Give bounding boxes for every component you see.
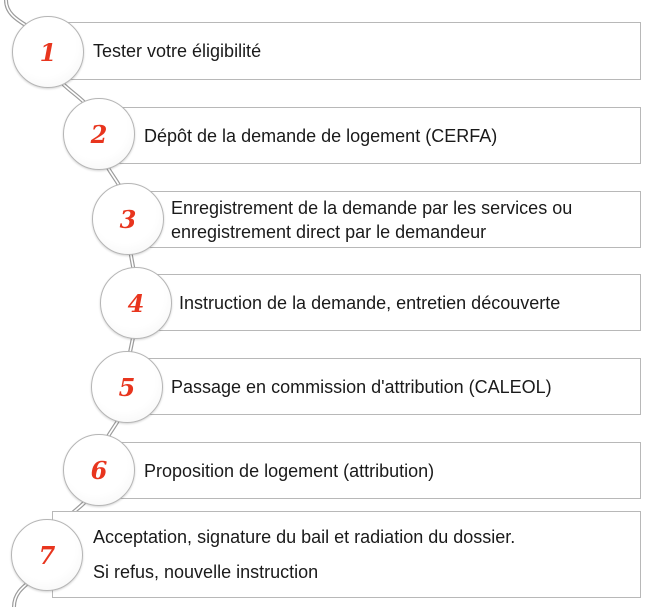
- step-6-box: [100, 442, 641, 499]
- step-1-box: [52, 22, 641, 80]
- step-7-circle: [11, 519, 83, 591]
- step-3-text-line-1: Enregistrement de la demande par les services ou: [171, 197, 573, 218]
- step-5-number: 5: [118, 372, 136, 402]
- step-5-text: Passage en commission d'attribution (CALEOL): [171, 376, 552, 397]
- step-2-text: Dépôt de la demande de logement (CERFA): [144, 125, 498, 146]
- step-7-text-line-1: Acceptation, signature du bail et radiation du dossier.: [93, 526, 516, 547]
- step-4-box: [140, 274, 641, 331]
- step-2-number: 2: [90, 119, 108, 149]
- step-4-text: Instruction de la demande, entretien découverte: [179, 292, 561, 313]
- step-4-circle: [100, 267, 172, 339]
- step-5-circle: [91, 351, 163, 423]
- step-1-text: Tester votre éligibilité: [93, 41, 262, 61]
- step-6-circle: [63, 434, 135, 506]
- step-3-number: 3: [119, 204, 137, 234]
- step-3-circle: [92, 183, 164, 255]
- step-3-text-line-2: enregistrement direct par le demandeur: [171, 221, 487, 242]
- step-2-box: [100, 107, 641, 164]
- step-4-number: 4: [127, 288, 145, 318]
- step-7-number: 7: [38, 540, 56, 570]
- step-6-text: Proposition de logement (attribution): [144, 460, 435, 481]
- step-2-circle: [63, 98, 135, 170]
- step-5-box: [130, 358, 641, 415]
- step-7-box: [52, 511, 641, 598]
- step-1-number: 1: [39, 37, 57, 67]
- step-3-box: [130, 191, 641, 248]
- step-7-text-line-2: Si refus, nouvelle instruction: [93, 561, 319, 582]
- step-6-number: 6: [90, 455, 108, 485]
- step-1-circle: [12, 16, 84, 88]
